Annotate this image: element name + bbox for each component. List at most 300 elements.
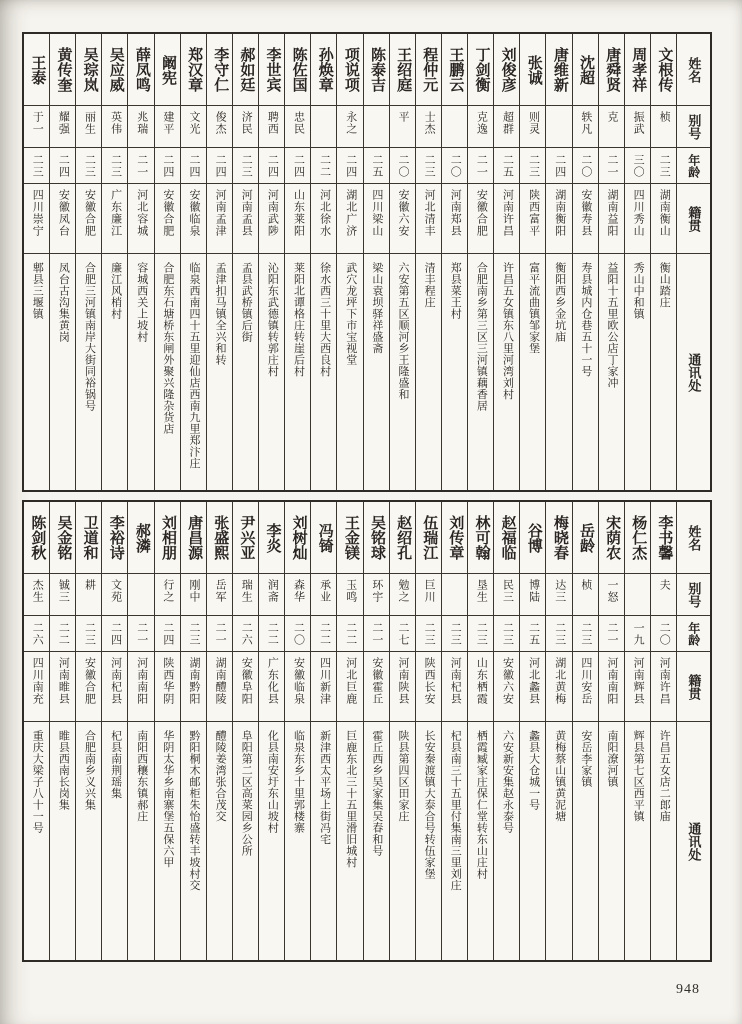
entry-address: 睢县西南长岗集 <box>57 730 70 811</box>
entry-column <box>310 502 336 960</box>
entry-age: 二三 <box>573 616 598 652</box>
entry-address: 衡山踏庄 <box>658 262 671 308</box>
entry-age: 二四 <box>207 148 232 184</box>
entry-name: 林可翰 <box>468 502 493 574</box>
entry-column <box>363 502 389 960</box>
entry-age: 二三 <box>416 616 441 652</box>
entry-column <box>415 502 441 960</box>
entry-column <box>572 34 598 490</box>
entry-native-place: 广东化县 <box>259 652 284 722</box>
entry-name: 李守仁 <box>207 34 232 106</box>
entry-age: 二一 <box>128 616 153 652</box>
entry-native-place: 安徽合肥 <box>76 184 101 254</box>
entry-address: 凤台古沟集黄岗 <box>57 262 70 343</box>
entry-column <box>363 34 389 490</box>
column-header-age: 年龄 <box>677 616 710 652</box>
entry-native-place: 河南南阳 <box>128 652 153 722</box>
entry-age: 二三 <box>468 616 493 652</box>
entry-address: 南阳潦河镇 <box>605 730 618 788</box>
entry-alias: 岳军 <box>207 574 232 616</box>
entry-column <box>467 34 493 490</box>
entry-address: 黔阳桐木邮柜朱怡盛转丰坡村交 <box>187 730 200 891</box>
entry-age: 二六 <box>24 616 49 652</box>
entry-address: 巨鹿东北三十五里滑旧城村 <box>344 730 357 868</box>
entry-alias: 巨川 <box>416 574 441 616</box>
entry-address: 蠡县大仓城一号 <box>527 730 540 811</box>
entry-age: 二四 <box>546 148 571 184</box>
entry-alias: 则灵 <box>520 106 545 148</box>
entry-age: 二〇 <box>651 616 676 652</box>
entry-age: 二五 <box>494 148 519 184</box>
column-header-address: 通讯处 <box>686 821 702 861</box>
entry-name: 黄传奎 <box>50 34 75 106</box>
entry-alias: 轶凡 <box>573 106 598 148</box>
entry-address: 秀山中和镇 <box>632 262 645 320</box>
entry-age: 二一 <box>207 616 232 652</box>
entry-alias: 一怒 <box>599 574 624 616</box>
entry-age: 二三 <box>233 148 258 184</box>
entry-native-place: 四川南充 <box>24 652 49 722</box>
entry-native-place: 河北巨鹿 <box>337 652 362 722</box>
entry-alias: 瑞生 <box>233 574 258 616</box>
entry-address: 临泉西南四十五里迎仙店西南九里郑汴庄 <box>187 262 200 469</box>
entry-name: 李裕诗 <box>102 502 127 574</box>
entry-name: 薛凤鸣 <box>128 34 153 106</box>
entry-age: 二一 <box>468 148 493 184</box>
entry-age: 二三 <box>494 616 519 652</box>
entry-age: 二一 <box>364 616 389 652</box>
entry-age: 二四 <box>155 148 180 184</box>
entry-native-place: 四川梁山 <box>364 184 389 254</box>
entry-age: 二六 <box>233 616 258 652</box>
entry-age: 二一 <box>599 616 624 652</box>
entry-name: 尹兴亚 <box>233 502 258 574</box>
entry-alias: 桢 <box>651 106 676 148</box>
entry-address: 六安第五区顺河乡王隆盛和 <box>396 262 409 400</box>
entry-column <box>624 34 650 490</box>
entry-column <box>650 34 676 490</box>
entry-address: 许昌五女店二郎庙 <box>658 730 671 822</box>
entry-address: 安岳李家镇 <box>579 730 592 788</box>
entry-name: 赵福临 <box>494 502 519 574</box>
entry-age: 二三 <box>181 616 206 652</box>
entry-age: 二二 <box>337 616 362 652</box>
column-header-age: 年龄 <box>677 148 710 184</box>
entry-column <box>310 34 336 490</box>
entry-alias <box>311 106 336 148</box>
entry-name: 伍瑞江 <box>416 502 441 574</box>
entry-native-place: 陕西华阴 <box>155 652 180 722</box>
entry-alias: 润斋 <box>259 574 284 616</box>
entry-name: 李世宾 <box>259 34 284 106</box>
entry-age: 二一 <box>599 148 624 184</box>
entry-name: 刘相朋 <box>155 502 180 574</box>
entry-alias: 杰生 <box>24 574 49 616</box>
entry-age: 二三 <box>102 148 127 184</box>
entry-column <box>389 502 415 960</box>
entry-native-place: 河南武陟 <box>259 184 284 254</box>
entry-native-place: 四川安岳 <box>573 652 598 722</box>
entry-column <box>519 502 545 960</box>
directory-table-top <box>22 32 712 492</box>
entry-name: 李书馨 <box>651 502 676 574</box>
entry-address: 武穴龙坪下市宝视堂 <box>344 262 357 366</box>
entry-address: 醴陵姜湾张合茂交 <box>214 730 227 822</box>
entry-column <box>519 34 545 490</box>
entry-name: 陈泰吉 <box>364 34 389 106</box>
entry-alias: 聘西 <box>259 106 284 148</box>
entry-alias <box>364 106 389 148</box>
entry-alias: 建平 <box>155 106 180 148</box>
entry-native-place: 湖南醴陵 <box>207 652 232 722</box>
entry-alias: 济民 <box>233 106 258 148</box>
directory-table-bottom <box>22 500 712 962</box>
entry-column <box>598 34 624 490</box>
entry-name: 唐昌源 <box>181 502 206 574</box>
entry-native-place: 安徽凤台 <box>50 184 75 254</box>
entry-column <box>415 34 441 490</box>
entry-name: 刘树灿 <box>285 502 310 574</box>
entry-address: 许昌五女镇东八里河湾刘村 <box>501 262 514 400</box>
entry-column <box>284 502 310 960</box>
header-column <box>676 502 710 960</box>
entry-name: 吴金铭 <box>50 502 75 574</box>
entry-column <box>101 502 127 960</box>
entry-age: 二三 <box>442 616 467 652</box>
entry-native-place: 山东栖霞 <box>468 652 493 722</box>
entry-name: 赵绍孔 <box>390 502 415 574</box>
entry-native-place: 安徽临泉 <box>285 652 310 722</box>
entry-name: 沈超 <box>573 34 598 106</box>
entry-name: 张盛熙 <box>207 502 232 574</box>
entry-age: 二四 <box>259 148 284 184</box>
entry-native-place: 四川新津 <box>311 652 336 722</box>
entry-alias: 永之 <box>337 106 362 148</box>
entry-name: 项说项 <box>337 34 362 106</box>
column-header-native-place: 籍贯 <box>677 184 710 254</box>
entry-alias: 文光 <box>181 106 206 148</box>
column-header-alias: 别号 <box>677 574 710 616</box>
entry-native-place: 陕西富平 <box>520 184 545 254</box>
entry-address: 廉江风梢村 <box>109 262 122 320</box>
entry-name: 唐维新 <box>546 34 571 106</box>
entry-address: 南阳西穰东镇郝庄 <box>135 730 148 822</box>
entry-age: 二三 <box>24 148 49 184</box>
entry-age: 二三 <box>546 616 571 652</box>
entry-alias: 平 <box>390 106 415 148</box>
entry-address: 华阴太华乡南寨堡五保六甲 <box>161 730 174 868</box>
entry-address: 阜阳第二区高菜园乡公所 <box>240 730 253 857</box>
entry-native-place: 安徽寿县 <box>573 184 598 254</box>
entry-age: 二四 <box>50 148 75 184</box>
entry-age: 二三 <box>416 148 441 184</box>
entry-column <box>545 34 571 490</box>
entry-name: 张诚 <box>520 34 545 106</box>
entry-age: 二四 <box>155 616 180 652</box>
entry-age: 二七 <box>390 616 415 652</box>
entry-native-place: 河南孟县 <box>233 184 258 254</box>
entry-native-place: 山东莱阳 <box>285 184 310 254</box>
entry-address: 长安秦渡镇大泰合号转伍家堡 <box>423 730 436 880</box>
entry-name: 梅晓春 <box>546 502 571 574</box>
entry-age: 二四 <box>285 148 310 184</box>
entry-address: 化县南安圩东山坡村 <box>266 730 279 834</box>
entry-alias: 民三 <box>494 574 519 616</box>
entry-native-place: 四川秀山 <box>625 184 650 254</box>
entry-address: 孟县武桥镇后街 <box>240 262 253 343</box>
entry-alias: 桢 <box>573 574 598 616</box>
entry-address: 莱阳北谭格庄转崖后村 <box>292 262 305 377</box>
entry-address: 合肥三河镇南岸大街同裕锅号 <box>83 262 96 412</box>
entry-address: 徐水西三十里大西良村 <box>318 262 331 377</box>
entry-alias: 士杰 <box>416 106 441 148</box>
entry-native-place: 湖南衡山 <box>651 184 676 254</box>
entry-address: 益阳十五里欧公店丁家冲 <box>605 262 618 389</box>
entry-address: 寿县城内仓巷五十一号 <box>579 262 592 377</box>
entry-native-place: 河南杞县 <box>442 652 467 722</box>
entry-column <box>154 34 180 490</box>
entry-address: 新津西太平场上街冯宅 <box>318 730 331 845</box>
entry-age: 二〇 <box>573 148 598 184</box>
entry-alias: 森华 <box>285 574 310 616</box>
entry-name: 谷博 <box>520 502 545 574</box>
entry-alias: 承业 <box>311 574 336 616</box>
entry-address: 合肥东石塘桥东闸外聚兴隆杂货店 <box>161 262 174 435</box>
column-header-name: 姓名 <box>677 34 710 106</box>
entry-address: 六安新安集赵永泰号 <box>501 730 514 834</box>
entry-name: 王泰 <box>24 34 49 106</box>
entry-native-place: 湖南益阳 <box>599 184 624 254</box>
entry-name: 文根传 <box>651 34 676 106</box>
entry-native-place: 安徽六安 <box>494 652 519 722</box>
entry-native-place: 河北容城 <box>128 184 153 254</box>
entry-native-place: 河南辉县 <box>625 652 650 722</box>
entry-age: 一九 <box>625 616 650 652</box>
entry-native-place: 河北清丰 <box>416 184 441 254</box>
entry-name: 丁剑衡 <box>468 34 493 106</box>
entry-alias: 环宇 <box>364 574 389 616</box>
entry-column <box>154 502 180 960</box>
entry-alias: 丽生 <box>76 106 101 148</box>
entry-name: 吴铭球 <box>364 502 389 574</box>
entry-age: 二三 <box>76 148 101 184</box>
entry-native-place: 河北徐水 <box>311 184 336 254</box>
entry-alias: 博陆 <box>520 574 545 616</box>
entry-native-place: 安徽临泉 <box>181 184 206 254</box>
entry-native-place: 安徽合肥 <box>155 184 180 254</box>
entry-address: 合肥南乡义兴集 <box>83 730 96 811</box>
entry-name: 宋荫农 <box>599 502 624 574</box>
entry-alias: 克逸 <box>468 106 493 148</box>
entry-age: 二三 <box>76 616 101 652</box>
entry-native-place: 河北蠡县 <box>520 652 545 722</box>
entry-native-place: 安徽六安 <box>390 184 415 254</box>
entry-native-place: 河南睢县 <box>50 652 75 722</box>
entry-address: 陕县第四区田家庄 <box>396 730 409 822</box>
entry-column <box>598 502 624 960</box>
entry-alias: 垦生 <box>468 574 493 616</box>
entry-column <box>258 502 284 960</box>
column-header-native-place: 籍贯 <box>677 652 710 722</box>
entry-address: 杞县南荆瑶集 <box>109 730 122 799</box>
entry-age: 二三 <box>520 148 545 184</box>
entry-alias <box>442 106 467 148</box>
entry-address: 霍丘西乡吴家集吴春和号 <box>370 730 383 857</box>
entry-name: 王金镁 <box>337 502 362 574</box>
entry-column <box>206 34 232 490</box>
entry-address: 郫县三堰镇 <box>31 262 44 320</box>
entry-alias: 铖三 <box>50 574 75 616</box>
entry-column <box>650 502 676 960</box>
entry-alias: 耀强 <box>50 106 75 148</box>
entry-alias: 英伟 <box>102 106 127 148</box>
entry-column <box>206 502 232 960</box>
entry-name: 吴琮岚 <box>76 34 101 106</box>
entry-column <box>336 502 362 960</box>
entry-alias: 于一 <box>24 106 49 148</box>
entry-native-place: 湖北广济 <box>337 184 362 254</box>
entry-age: 二〇 <box>390 148 415 184</box>
entry-column <box>467 502 493 960</box>
entry-native-place: 广东廉江 <box>102 184 127 254</box>
entry-alias: 文苑 <box>102 574 127 616</box>
entry-native-place: 河南许昌 <box>494 184 519 254</box>
entry-column <box>180 502 206 960</box>
entry-column <box>545 502 571 960</box>
entry-column <box>336 34 362 490</box>
column-header-name: 姓名 <box>677 502 710 574</box>
entry-name: 程仲元 <box>416 34 441 106</box>
entry-address: 清丰程庄 <box>423 262 436 308</box>
entry-alias: 达三 <box>546 574 571 616</box>
entry-address: 合肥南乡第三区三河镇藕香居 <box>475 262 488 412</box>
entry-native-place: 安徽霍丘 <box>364 652 389 722</box>
entry-name: 孙焕章 <box>311 34 336 106</box>
entry-alias: 俊杰 <box>207 106 232 148</box>
entry-alias: 夫 <box>651 574 676 616</box>
entry-name: 冯锜 <box>311 502 336 574</box>
entry-column <box>75 502 101 960</box>
entry-age: 三〇 <box>625 148 650 184</box>
entry-name: 郑汉章 <box>181 34 206 106</box>
entry-age: 二四 <box>102 616 127 652</box>
entry-age: 二五 <box>364 148 389 184</box>
entry-alias: 克 <box>599 106 624 148</box>
entry-column <box>127 502 153 960</box>
entry-column <box>493 34 519 490</box>
entry-column <box>258 34 284 490</box>
entry-native-place: 河南郑县 <box>442 184 467 254</box>
entry-alias: 耕 <box>76 574 101 616</box>
entry-address: 容城西关上坡村 <box>135 262 148 343</box>
entry-alias: 玉鸣 <box>337 574 362 616</box>
entry-column <box>389 34 415 490</box>
entry-address: 重庆大梁子八十一号 <box>31 730 44 834</box>
entry-column <box>441 34 467 490</box>
entry-alias: 超群 <box>494 106 519 148</box>
entry-name: 李炎 <box>259 502 284 574</box>
entry-name: 杨仁杰 <box>625 502 650 574</box>
entry-name: 岳龄 <box>573 502 598 574</box>
entry-column <box>24 34 49 490</box>
entry-native-place: 河南陕县 <box>390 652 415 722</box>
entry-address: 辉县第七区西平镇 <box>632 730 645 822</box>
entry-name: 吴应威 <box>102 34 127 106</box>
entry-name: 王鹏云 <box>442 34 467 106</box>
entry-age: 二二 <box>50 616 75 652</box>
entry-native-place: 陕西长安 <box>416 652 441 722</box>
entry-column <box>572 502 598 960</box>
entry-address: 杞县南三十五里付集南三里刘庄 <box>449 730 462 891</box>
entry-native-place: 河南南阳 <box>599 652 624 722</box>
entry-address: 梁山袁坝驿祥盛斋 <box>370 262 383 354</box>
entry-alias: 忠民 <box>285 106 310 148</box>
entry-native-place: 湖南黔阳 <box>181 652 206 722</box>
entry-alias <box>625 574 650 616</box>
column-header-alias: 别号 <box>677 106 710 148</box>
entry-address: 沁阳东武德镇转郭庄村 <box>266 262 279 377</box>
entry-name: 郝如廷 <box>233 34 258 106</box>
entry-native-place: 湖南衡阳 <box>546 184 571 254</box>
entry-age: 二二 <box>311 616 336 652</box>
entry-address: 黄梅蔡山镇黄泥塘 <box>553 730 566 822</box>
entry-name: 周孝祥 <box>625 34 650 106</box>
entry-name: 郝潾 <box>128 502 153 574</box>
entry-age: 二三 <box>651 148 676 184</box>
entry-column <box>75 34 101 490</box>
entry-column <box>180 34 206 490</box>
entry-name: 刘传章 <box>442 502 467 574</box>
entry-address: 郑县菜王村 <box>449 262 462 320</box>
entry-address: 衡阳西乡金坑庙 <box>553 262 566 343</box>
entry-age: 二四 <box>181 148 206 184</box>
entry-name: 唐舜贤 <box>599 34 624 106</box>
entry-age: 二五 <box>520 616 545 652</box>
entry-column <box>49 502 75 960</box>
entry-column <box>624 502 650 960</box>
entry-name: 陈佐国 <box>285 34 310 106</box>
entry-age: 二〇 <box>285 616 310 652</box>
entry-age: 二四 <box>337 148 362 184</box>
entry-address: 临泉东乡十里郭楼寨 <box>292 730 305 834</box>
entry-alias: 行之 <box>155 574 180 616</box>
entry-column <box>101 34 127 490</box>
entry-native-place: 湖北黄梅 <box>546 652 571 722</box>
entry-alias: 振武 <box>625 106 650 148</box>
entry-column <box>24 502 49 960</box>
entry-native-place: 四川崇宁 <box>24 184 49 254</box>
entry-age: 二〇 <box>442 148 467 184</box>
entry-address: 孟津扣马镇全兴和转 <box>214 262 227 366</box>
entry-native-place: 河南许昌 <box>651 652 676 722</box>
entry-age: 二二 <box>259 616 284 652</box>
entry-column <box>284 34 310 490</box>
entry-name: 王绍庭 <box>390 34 415 106</box>
entry-alias <box>442 574 467 616</box>
header-column <box>676 34 710 490</box>
entry-name: 阚宪 <box>155 34 180 106</box>
entry-alias <box>546 106 571 148</box>
entry-alias <box>128 574 153 616</box>
entry-column <box>493 502 519 960</box>
entry-column <box>49 34 75 490</box>
entry-column <box>127 34 153 490</box>
entry-name: 卫道和 <box>76 502 101 574</box>
entry-name: 刘俊彦 <box>494 34 519 106</box>
entry-column <box>441 502 467 960</box>
entry-column <box>232 502 258 960</box>
entry-name: 陈剑秋 <box>24 502 49 574</box>
